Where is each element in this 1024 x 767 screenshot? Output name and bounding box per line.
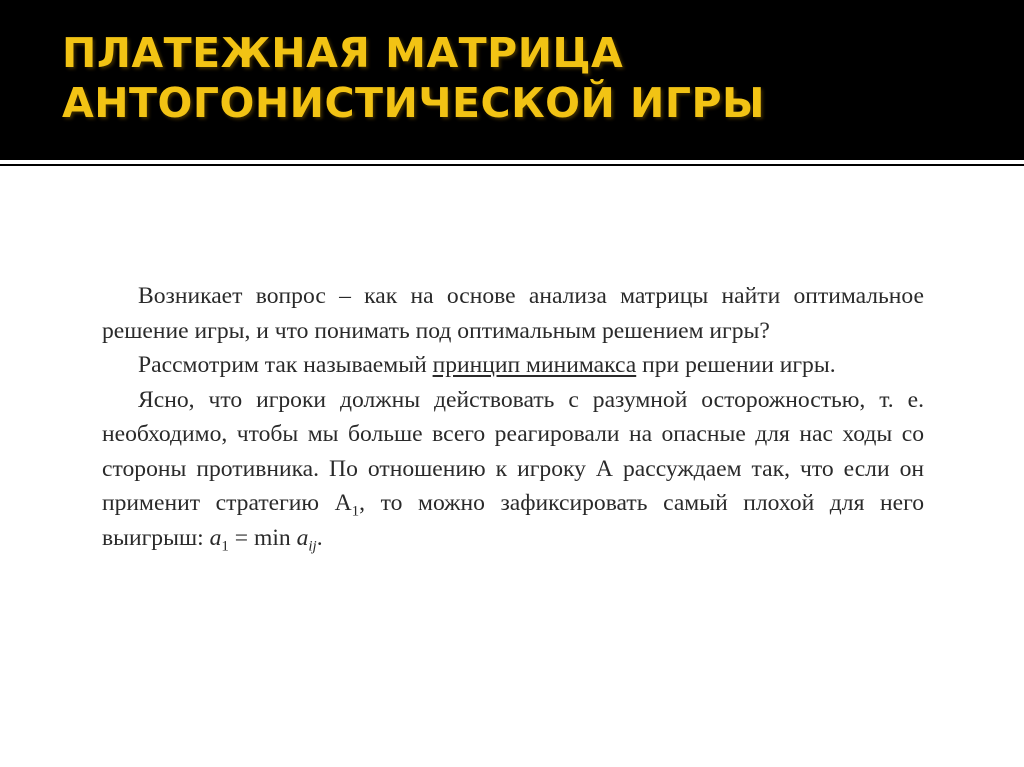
content-area: [0, 166, 1024, 767]
paragraph-question-text: Возникает вопрос – как на основе анализа матрицы найти оптимальное решение игры, и что понимать под оптимальным решением игры?: [102, 283, 924, 344]
formula-a-subscript: 1: [221, 538, 229, 555]
formula-end: .: [316, 524, 323, 551]
formula-ij-subscript: ij: [308, 538, 317, 555]
minimax-text-after: при решении игры.: [636, 352, 836, 378]
formula-aij: a: [296, 524, 309, 551]
formula-a: a: [209, 524, 222, 551]
minimax-principle-term: принцип минимакса: [432, 352, 637, 378]
slide-title: [62, 28, 765, 128]
paragraph-question: [102, 279, 924, 348]
formula-equals-min: = min: [228, 524, 297, 551]
strategy-subscript: 1: [351, 503, 360, 520]
slide-title-line-1: ПЛАТЕЖНАЯ МАТРИЦА: [62, 29, 624, 77]
title-divider: [0, 160, 1024, 164]
reasoning-text: Ясно, что игроки должны действовать с разумной осторожностью, т. е. необходимо, чтобы мы больше всего реагировали на опасные для нас ходы со стороны противника. По отношению к игроку А рассуждаем так, что если он применит стратегию А: [102, 386, 924, 516]
paragraph-reasoning: [102, 383, 924, 556]
slide-title-line-2: АНТОГОНИСТИЧЕСКОЙ ИГРЫ: [62, 79, 765, 127]
minimax-text-before: Рассмотрим так называемый: [138, 352, 433, 378]
scanned-text-block: [102, 279, 924, 555]
paragraph-minimax: [102, 348, 924, 383]
reasoning-text-continued: , то можно зафиксировать самый плохой для него выигрыш:: [102, 490, 924, 551]
title-bar: [0, 0, 1024, 158]
